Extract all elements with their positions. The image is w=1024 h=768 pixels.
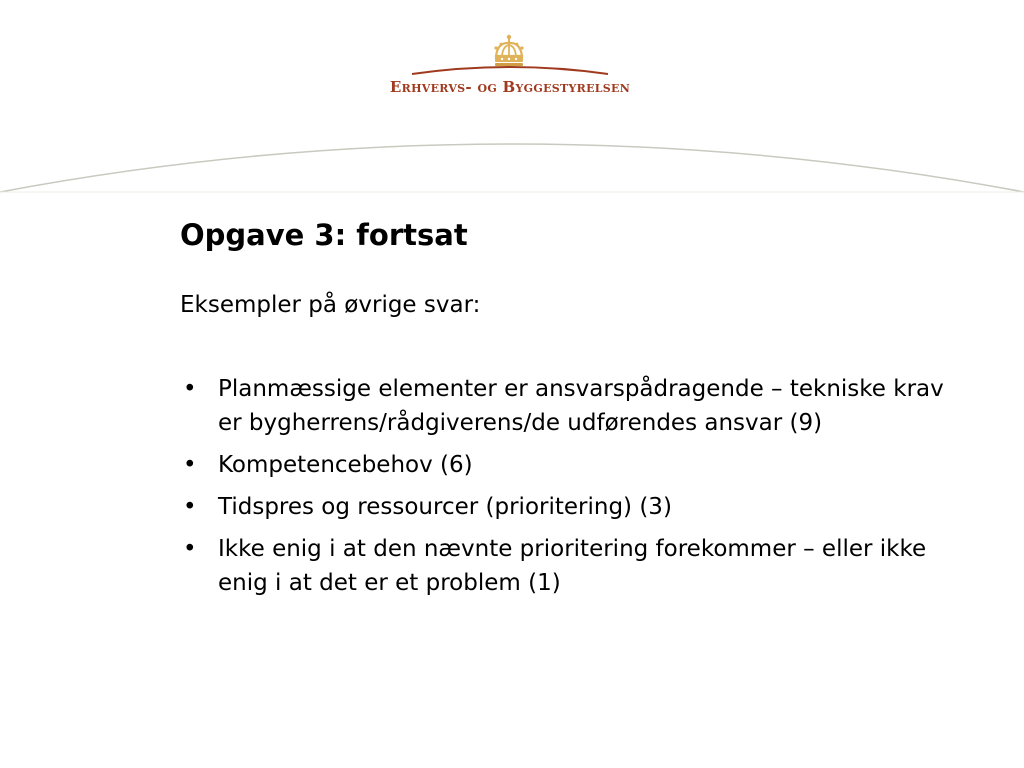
logo-wordmark: Erhvervs- og Byggestyrelsen: [389, 78, 631, 96]
list-item: [180, 532, 970, 600]
bullet-list: [180, 372, 970, 608]
slide-header: [0, 0, 1024, 200]
bullet-icon: •: [183, 494, 197, 520]
bullet-text: Tidspres og ressourcer (prioritering) (3): [218, 494, 672, 520]
list-item: [180, 448, 970, 482]
intro-text: Eksempler på øvrige svar:: [180, 292, 481, 318]
logo-swoosh: [410, 62, 610, 76]
bullet-icon: •: [183, 452, 197, 478]
list-item: [180, 490, 970, 524]
bullet-text: Planmæssige elementer er ansvarspådragende – tekniske krav er bygherrens/rådgiverens/de udførendes ansvar (9): [218, 376, 944, 436]
header-arc: [0, 130, 1024, 200]
bullet-icon: •: [183, 376, 197, 402]
slide-title: Opgave 3: fortsat: [180, 218, 468, 252]
bullet-text: Kompetencebehov (6): [218, 452, 473, 478]
agency-logo: [370, 34, 650, 98]
list-item: [180, 372, 970, 440]
bullet-text: Ikke enig i at den nævnte prioritering forekommer – eller ikke enig i at det er et problem (1): [218, 536, 927, 596]
bullet-icon: •: [183, 536, 197, 562]
